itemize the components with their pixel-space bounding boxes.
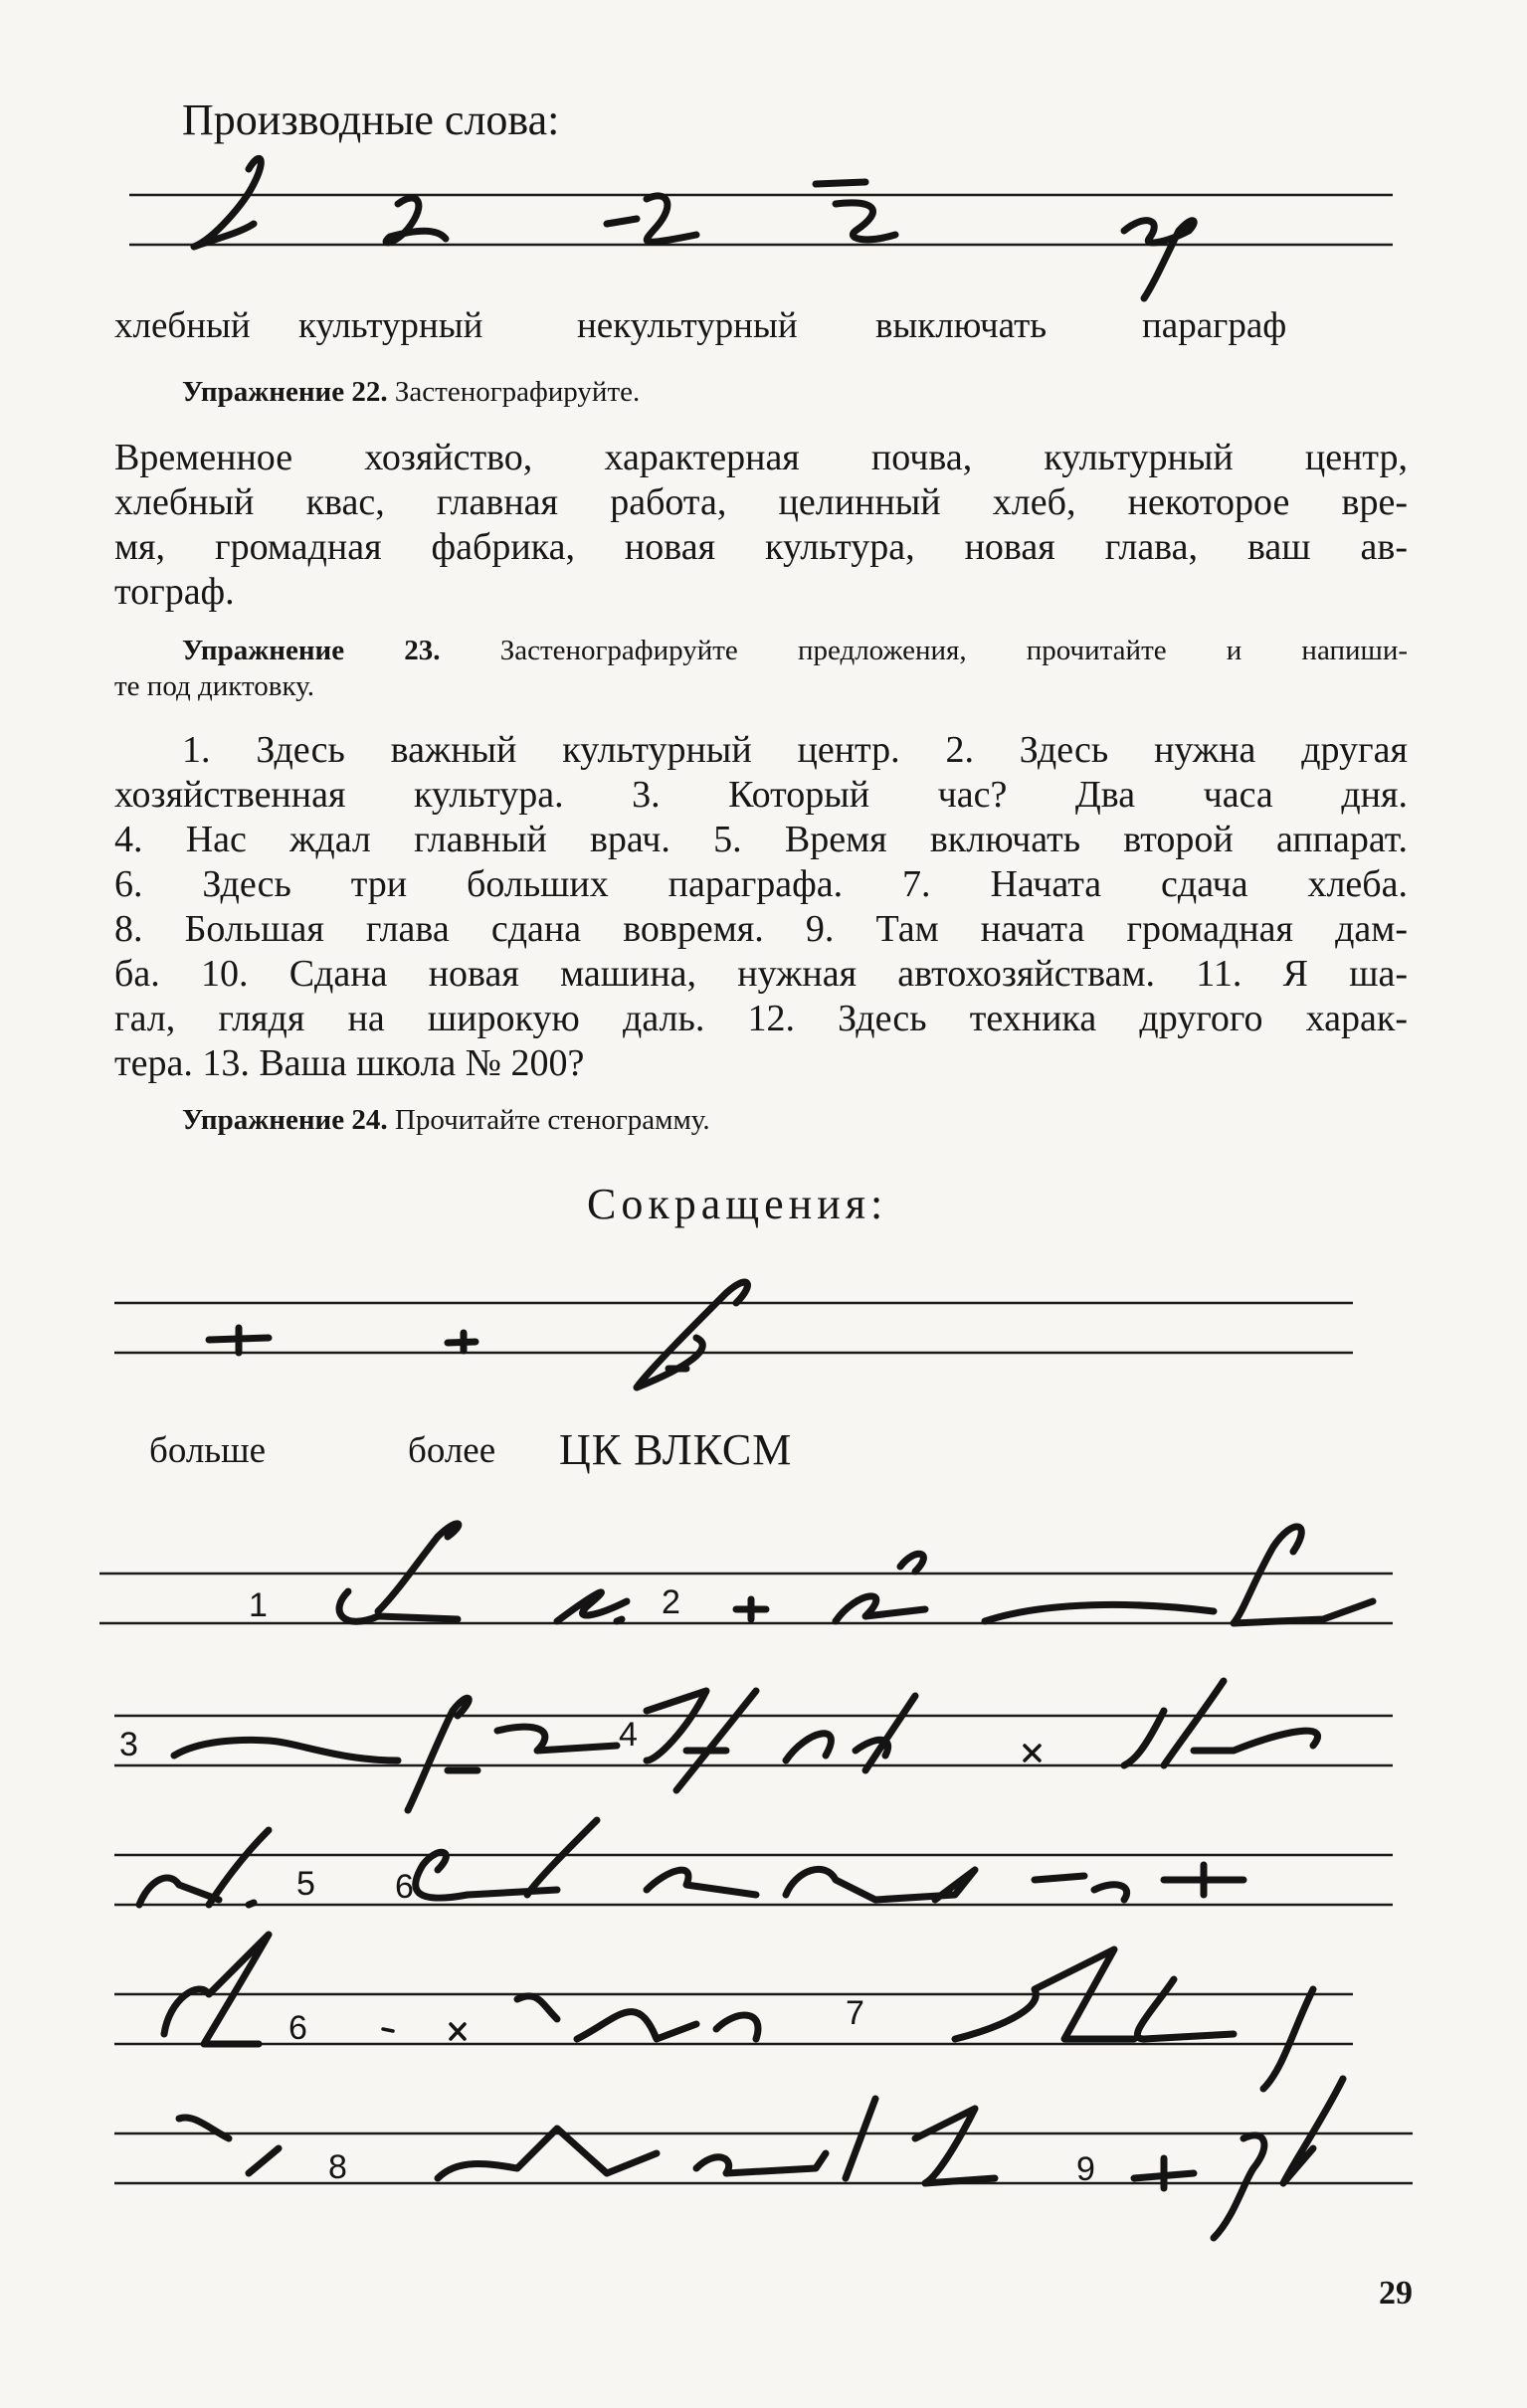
stenogram-number: 1 xyxy=(249,1586,268,1624)
abbreviation-word-1: больше xyxy=(149,1430,267,1471)
stenogram-number: 5 xyxy=(296,1865,315,1903)
stenogram-number: 4 xyxy=(619,1716,638,1754)
derived-word-2: культурный xyxy=(298,305,483,346)
stenogram-number: 6 xyxy=(395,1868,414,1906)
exercise-24-label: Упражнение 24. xyxy=(182,1104,388,1136)
exercise-23-instruction-2: те под диктовку. xyxy=(114,670,314,702)
exercise-24-instruction: Прочитайте стенограмму. xyxy=(394,1104,710,1136)
derived-words-heading: Производные слова: xyxy=(182,95,560,144)
derived-word-5: параграф xyxy=(1142,305,1287,346)
exercise-22-instruction: Застенографируйте. xyxy=(394,376,641,408)
abbreviation-word-3: ЦК ВЛКСМ xyxy=(559,1425,793,1474)
exercise-22-line: мя, громадная фабрика, новая культура, новая глава, ваш ав- xyxy=(114,526,1408,568)
exercise-23-line: тера. 13. Ваша школа № 200? xyxy=(114,1042,585,1084)
stenogram-number: 7 xyxy=(846,1994,864,2032)
exercise-23-line: хозяйственная культура. 3. Который час? Два часа дня. xyxy=(114,774,1408,816)
exercise-22-line: хлебный квас, главная работа, целинный хлеб, некоторое вре- xyxy=(114,481,1408,523)
stenogram-number: 8 xyxy=(328,2148,347,2186)
exercise-23-line: 8. Большая глава сдана вовремя. 9. Там начата громадная дам- xyxy=(114,908,1408,950)
exercise-23-line: ба. 10. Сдана новая машина, нужная автохозяйствам. 11. Я ша- xyxy=(114,953,1408,995)
exercise-22-line: тограф. xyxy=(114,571,235,613)
exercise-23-line: гал, глядя на широкую даль. 12. Здесь техника другого харак- xyxy=(114,998,1408,1039)
exercise-23-label: Упражнение 23. xyxy=(182,635,441,666)
stenogram-number: 9 xyxy=(1076,2150,1095,2188)
exercise-22-line: Временное хозяйство, характерная почва, культурный центр, xyxy=(114,437,1408,478)
exercise-23-line: 4. Нас ждал главный врач. 5. Время включать второй аппарат. xyxy=(114,819,1408,860)
stenogram-number: 2 xyxy=(662,1583,680,1621)
exercise-23-line: 1. Здесь важный культурный центр. 2. Здесь нужна другая xyxy=(182,729,1408,771)
exercise-22-label: Упражнение 22. xyxy=(182,376,388,408)
page-number: 29 xyxy=(1379,2275,1413,2312)
stenogram-number: 3 xyxy=(119,1726,138,1763)
derived-word-1: хлебный xyxy=(114,305,251,346)
derived-word-4: выключать xyxy=(875,305,1048,346)
abbreviations-heading: Сокращения: xyxy=(587,1180,888,1228)
abbreviation-word-2: более xyxy=(408,1430,496,1471)
stenogram-number: 6 xyxy=(288,2009,307,2047)
derived-word-3: некультурный xyxy=(577,305,798,346)
exercise-23-instruction-1: Застенографируйте предложения, прочитайте и напиши- xyxy=(499,635,1408,666)
exercise-23-line: 6. Здесь три больших параграфа. 7. Начата сдача хлеба. xyxy=(114,863,1408,905)
